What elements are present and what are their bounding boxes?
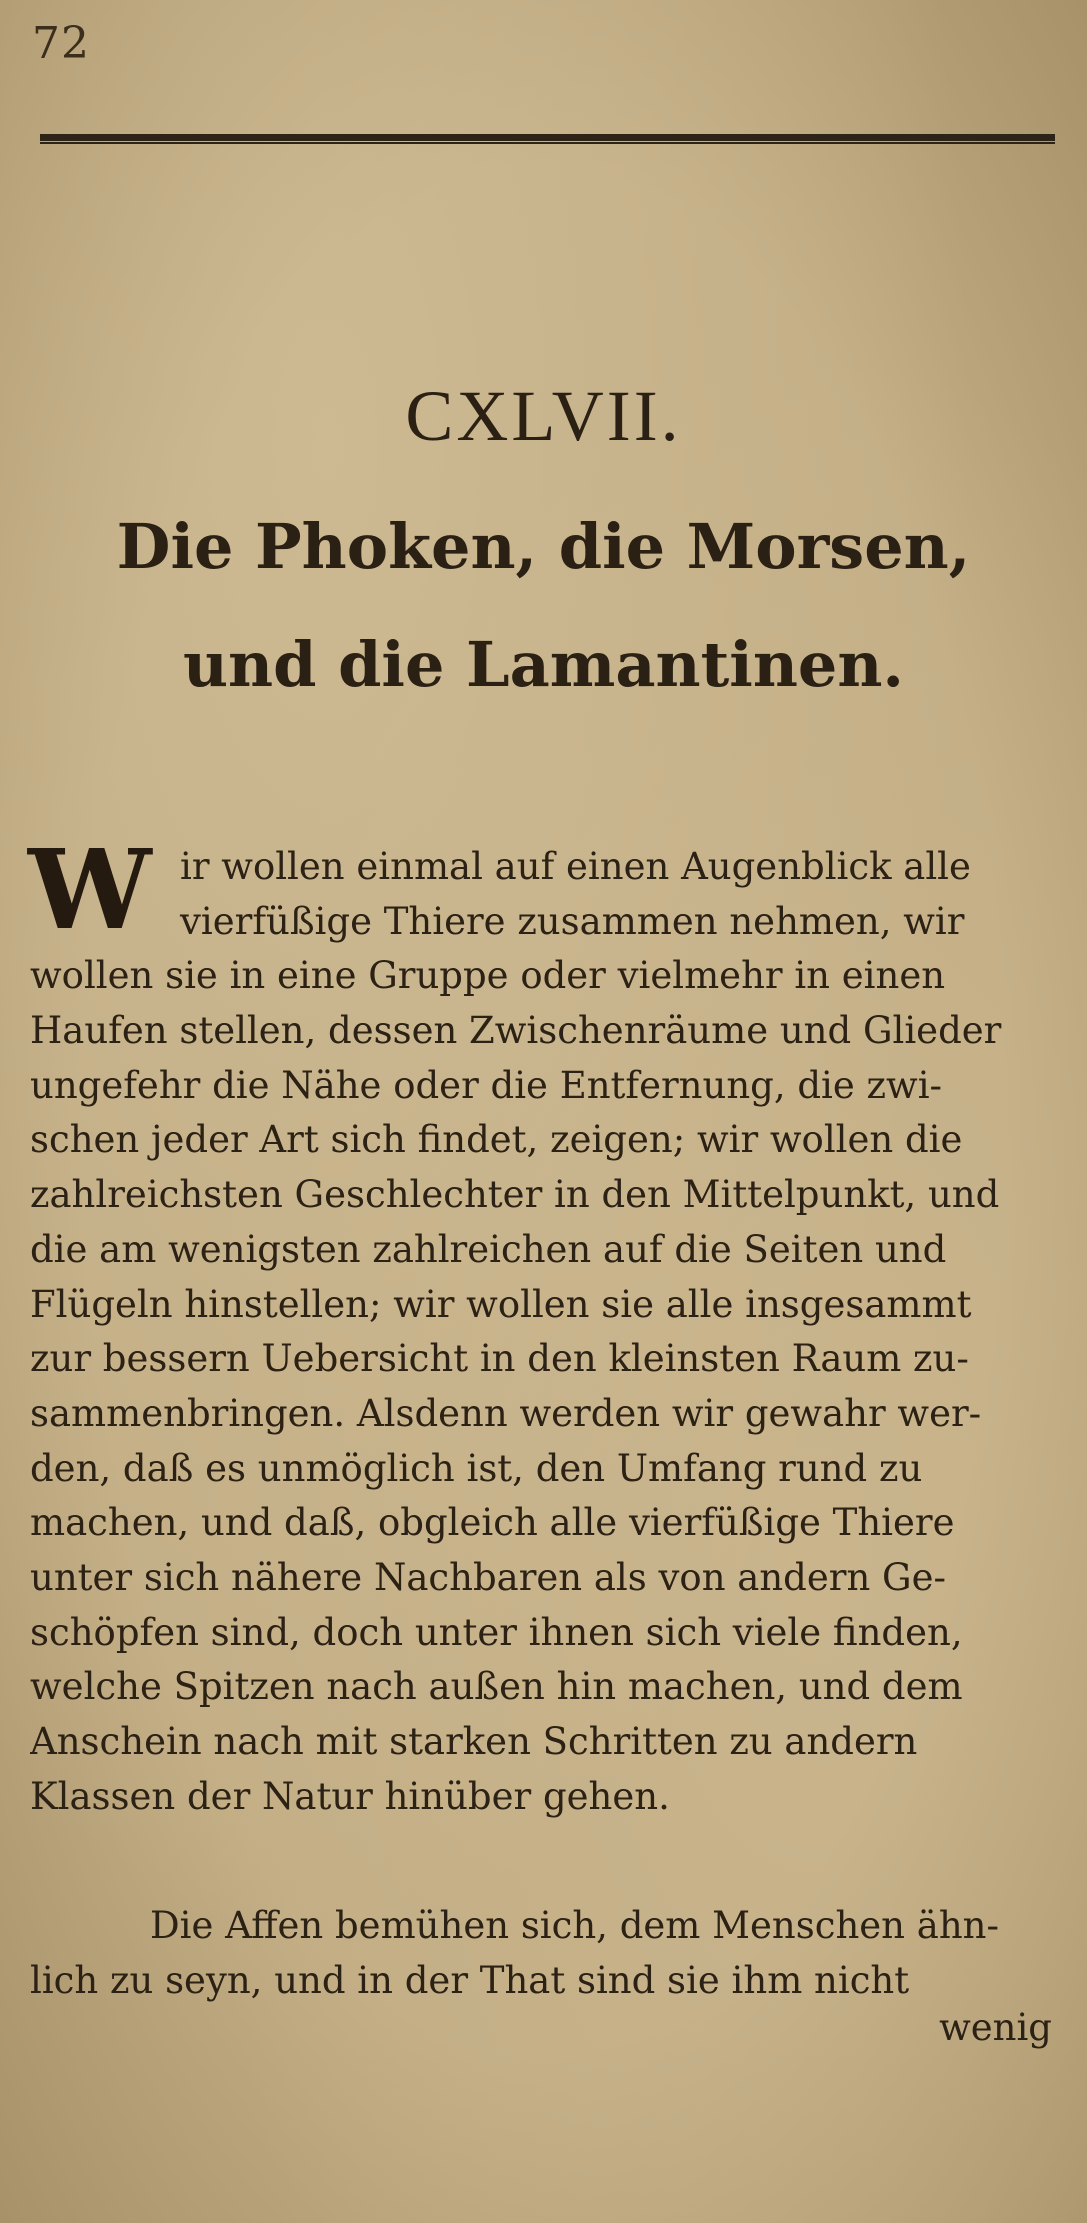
text-line: zahlreichsten Geschlechter in den Mittelpunkt, und xyxy=(30,1173,1000,1217)
text-line: schöpfen sind, doch unter ihnen sich viele finden, xyxy=(30,1610,963,1654)
paragraph-1 xyxy=(30,840,1075,1824)
text-line: machen, und daß, obgleich alle vierfüßige Thiere xyxy=(30,1501,955,1545)
header-rule xyxy=(40,134,1055,144)
text-line: Anschein nach mit starken Schritten zu andern xyxy=(30,1720,918,1763)
text-line: ungefehr die Nähe oder die Entfernung, die zwi- xyxy=(30,1063,943,1107)
text-line: unter sich nähere Nachbaren als von andern Ge- xyxy=(30,1555,946,1599)
text-line: Die Affen bemühen sich, dem Menschen ähn- xyxy=(150,1904,999,1947)
text-line: Haufen stellen, dessen Zwischenräume und Glieder xyxy=(30,1009,1002,1053)
text-line: schen jeder Art sich findet, zeigen; wir wollen die xyxy=(30,1118,963,1162)
text-line: lich zu seyn, und in der That sind sie ihm nicht xyxy=(30,1958,910,2002)
text-line: zur bessern Uebersicht in den kleinsten Raum zu- xyxy=(30,1337,969,1381)
chapter-title-line: und die Lamantinen. xyxy=(182,628,905,701)
chapter-number: CXLVII. xyxy=(405,376,682,456)
paragraph-2 xyxy=(30,1898,1075,2007)
text-line: die am wenigsten zahlreichen auf die Seiten und xyxy=(30,1227,947,1271)
chapter-title-line: Die Phoken, die Morsen, xyxy=(116,510,971,583)
text-line: den, daß es unmöglich ist, den Umfang rund zu xyxy=(30,1446,923,1490)
text-line: wollen sie in eine Gruppe oder vielmehr in einen xyxy=(30,954,946,998)
text-line: Klassen der Natur hinüber gehen. xyxy=(30,1774,670,1818)
text-line: sammenbringen. Alsdenn werden wir gewahr wer- xyxy=(30,1391,982,1435)
drop-cap: W xyxy=(28,825,152,954)
text-line: welche Spitzen nach außen hin machen, und dem xyxy=(30,1665,963,1709)
text-line: Flügeln hinstellen; wir wollen sie alle insgesammt xyxy=(30,1282,972,1326)
text-line: ir wollen einmal auf einen Augenblick alle xyxy=(180,845,971,888)
page-number: 72 xyxy=(32,18,90,69)
catchword: wenig xyxy=(939,2006,1052,2049)
text-line: vierfüßige Thiere zusammen nehmen, wir xyxy=(180,899,965,943)
